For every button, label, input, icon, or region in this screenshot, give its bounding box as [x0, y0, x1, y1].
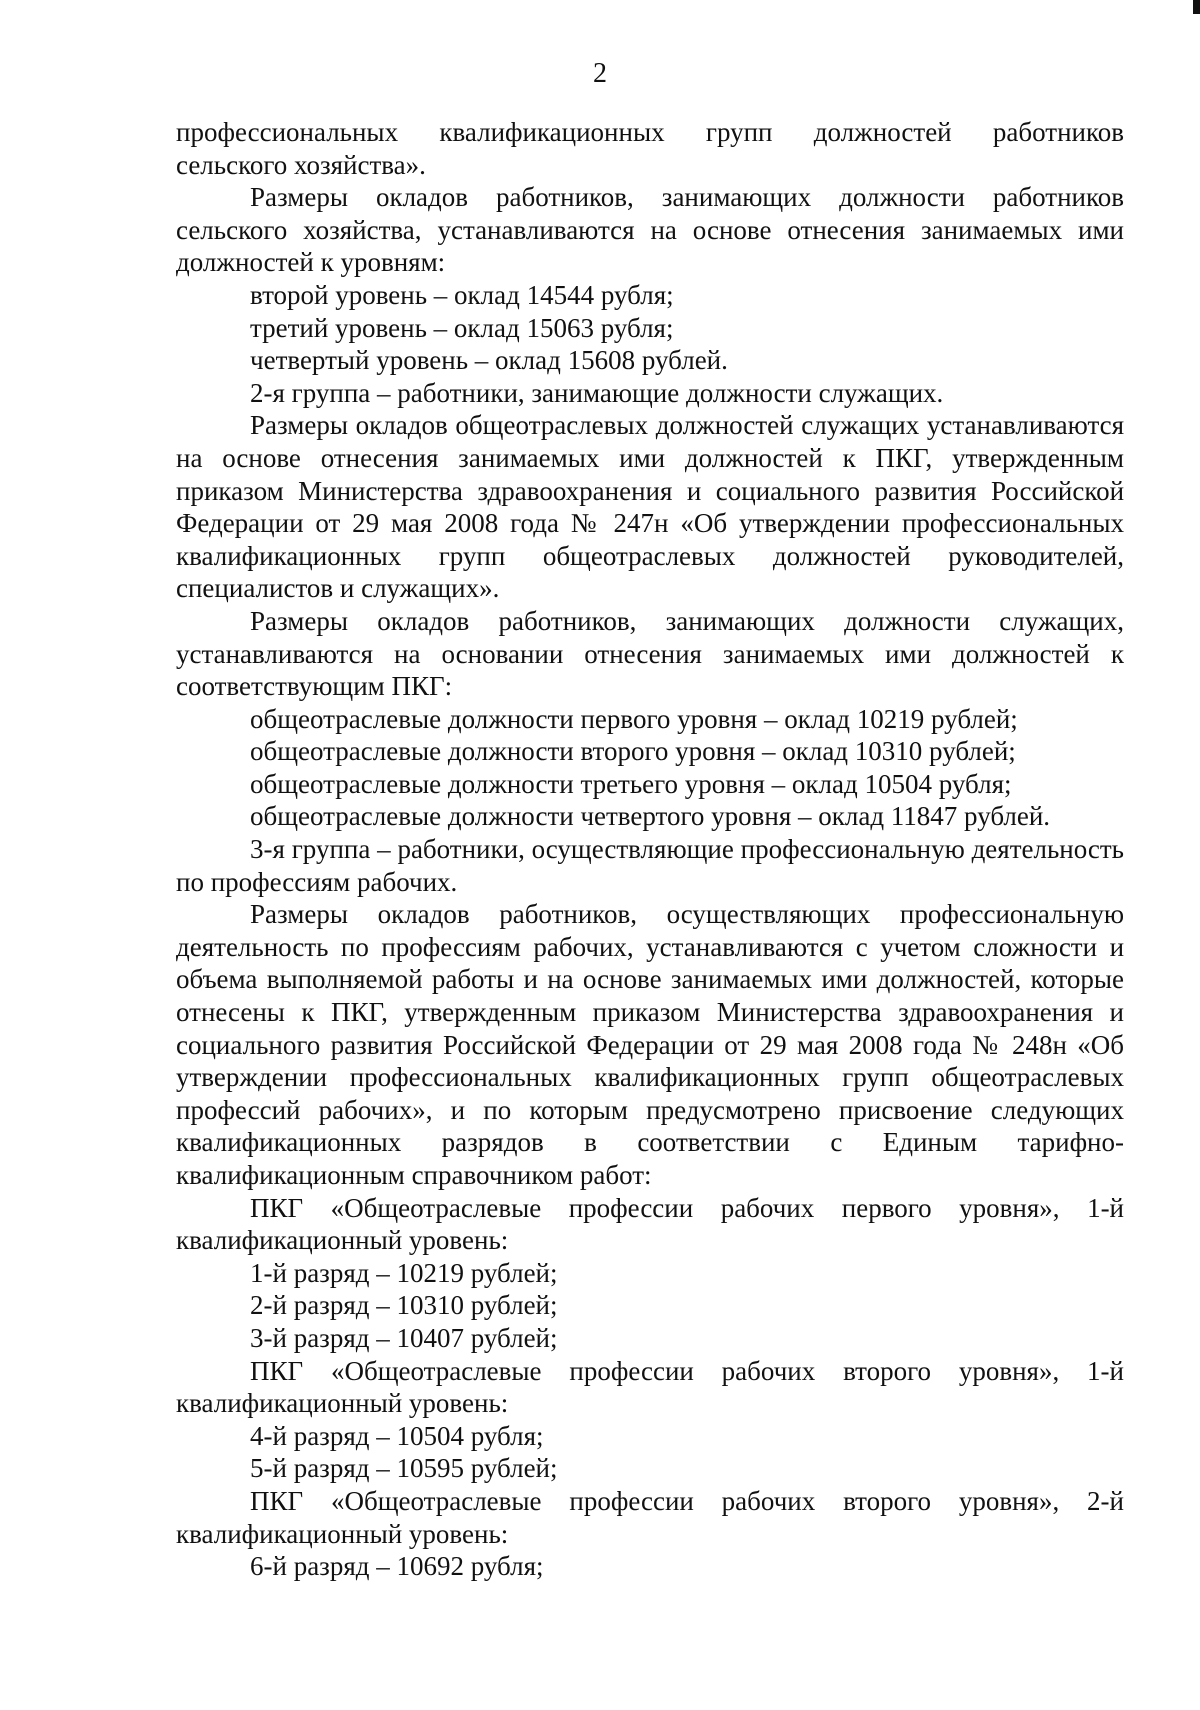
text-line: 1-й квалификационный уровень:	[176, 1355, 1124, 1419]
list-item: общеотраслевые должности второго уровня – оклад 10310 рублей;	[250, 736, 1016, 767]
paragraph-employee-pkg	[176, 605, 1124, 703]
list-item: четвертый уровень – оклад 15608 рублей.	[250, 345, 728, 376]
page-number: 2	[593, 58, 607, 89]
list-item: 1-й разряд – 10219 рублей;	[250, 1257, 558, 1288]
list-item: общеотраслевые должности четвертого уровня – оклад 11847 рублей.	[250, 801, 1051, 832]
text-line: с Единым тарифно-квалификационным справочником работ:	[176, 1127, 1125, 1190]
text-line: деятельность по профессиям рабочих, устанавливаются с учетом сложности	[176, 931, 1098, 962]
text-line: устанавливаются на основании отнесения занимаемых ими должностей	[176, 638, 1090, 669]
text-line: сельского хозяйства, устанавливаются на основе отнесения занимаемых ими	[176, 214, 1124, 245]
text-line: которые отнесены к ПКГ, утвержденным приказом Министерства	[176, 964, 1125, 1028]
list-item: общеотраслевые должности первого уровня – оклад 10219 рублей;	[250, 703, 1018, 734]
paragraph-continuation	[176, 116, 1124, 149]
text-line: должностей к уровням:	[176, 247, 446, 278]
list-item: 4-й разряд – 10504 рубля;	[250, 1420, 544, 1451]
page-edge-mark	[1193, 0, 1200, 14]
pkg-heading	[176, 1355, 1124, 1420]
text-line: Размеры окладов работников, занимающих должности работников	[250, 182, 1124, 213]
text-line: утвержденным приказом Министерства здравоохранения и социального	[176, 442, 1124, 506]
document-body	[176, 116, 1124, 1583]
list-item: 6-й разряд – 10692 рубля;	[250, 1551, 544, 1582]
list-item: 5-й разряд – 10595 рублей;	[250, 1453, 558, 1484]
text-line: ПКГ «Общеотраслевые профессии рабочих второго уровня»,	[250, 1355, 1060, 1386]
list-item: общеотраслевые должности третьего уровня – оклад 10504 рубля;	[250, 768, 1012, 799]
text-line: сельского хозяйства».	[176, 149, 426, 180]
text-line: общеотраслевых должностей руководителей, специалистов и служащих».	[176, 540, 1125, 604]
group-heading: 2-я группа – работники, занимающие должности служащих.	[250, 377, 944, 408]
text-line: 1-й квалификационный уровень:	[176, 1192, 1125, 1256]
text-line: Размеры окладов работников, занимающих должности служащих,	[250, 605, 1124, 636]
group-heading-workers	[176, 833, 1124, 898]
text-line: деятельность по профессиям рабочих.	[176, 834, 1124, 897]
paragraph-agri-salaries	[176, 181, 1124, 279]
text-line: Размеры окладов работников, осуществляющих профессиональную	[250, 899, 1124, 930]
text-line: Размеры окладов общеотраслевых должностей служащих	[250, 410, 920, 441]
text-line: профессиональных квалификационных групп должностей работников	[176, 117, 1124, 147]
list-item: 2-й разряд – 10310 рублей;	[250, 1290, 558, 1321]
paragraph-employee-salaries	[176, 409, 1124, 605]
list-item: 3-й разряд – 10407 рублей;	[250, 1322, 558, 1353]
text-line: и объема выполняемой работы и на основе занимаемых ими должностей,	[176, 931, 1125, 995]
pkg-heading	[176, 1192, 1124, 1257]
text-line: ПКГ «Общеотраслевые профессии рабочих первого уровня»,	[250, 1192, 1060, 1223]
list-item: второй уровень – оклад 14544 рубля;	[250, 279, 674, 310]
paragraph-continuation-end	[176, 149, 1124, 182]
text-line: к соответствующим ПКГ:	[176, 638, 1124, 702]
text-line: 2-й квалификационный уровень:	[176, 1485, 1124, 1549]
text-line: здравоохранения и социального развития Российской Федерации от 29 мая	[176, 997, 1125, 1060]
text-line: ПКГ «Общеотраслевые профессии рабочих второго уровня»,	[250, 1485, 1060, 1516]
text-line: «Об утверждении профессиональных квалификационных групп	[176, 508, 1125, 571]
text-line: развития Российской Федерации от 29 мая 2008 года № 247н	[176, 475, 1125, 539]
text-line: 2008 года № 248н «Об утверждении профессиональных квалификационных	[176, 1029, 1125, 1093]
paragraph-worker-salaries	[176, 898, 1124, 1191]
text-line: устанавливаются на основе отнесения занимаемых ими должностей к ПКГ,	[176, 410, 1124, 473]
list-item: третий уровень – оклад 15063 рубля;	[250, 312, 674, 343]
text-line: присвоение следующих квалификационных разрядов в соответствии	[176, 1094, 1124, 1158]
text-line: 3-я группа – работники, осуществляющие профессиональную	[250, 834, 965, 865]
pkg-heading	[176, 1485, 1124, 1550]
text-line: групп общеотраслевых профессий рабочих», и по которым предусмотрено	[176, 1062, 1125, 1125]
